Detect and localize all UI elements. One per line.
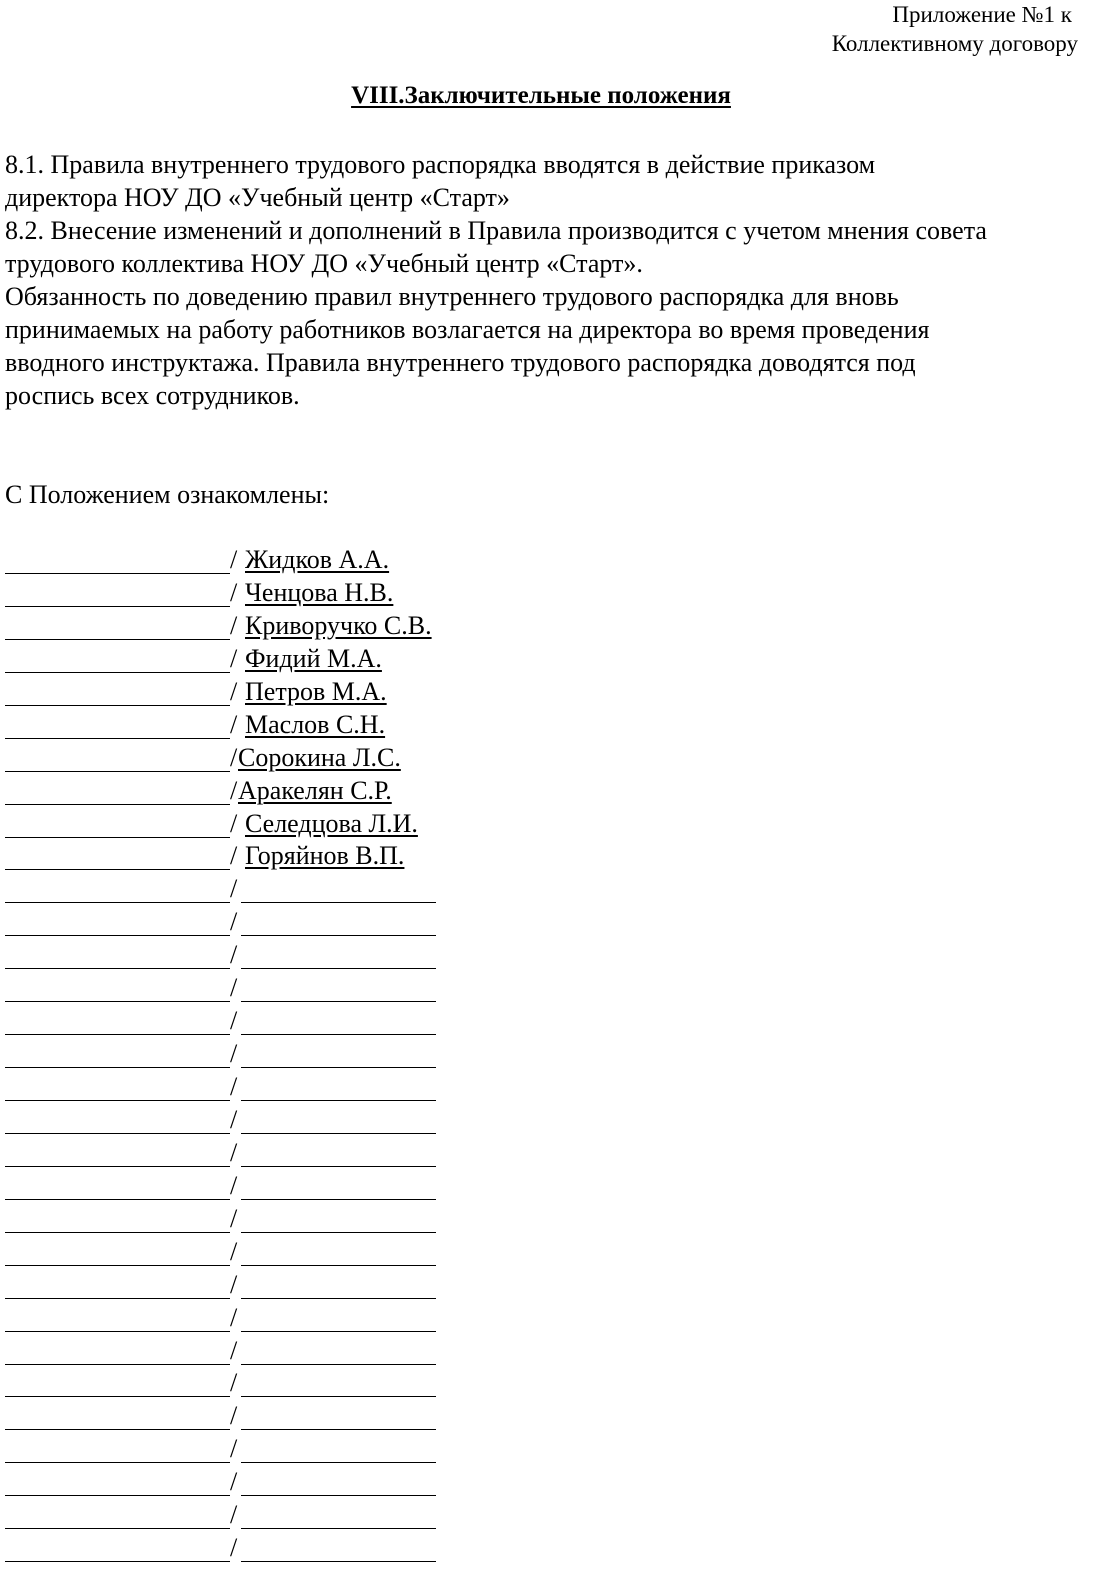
signature-separator: / bbox=[230, 907, 238, 937]
name-blank-line bbox=[241, 1067, 436, 1068]
signature-line bbox=[5, 1199, 230, 1200]
signatory-name: Маслов С.Н. bbox=[245, 709, 386, 739]
name-blank-line bbox=[241, 1133, 436, 1134]
body-line: 8.1. Правила внутреннего трудового распорядка вводятся в действие приказом bbox=[5, 150, 876, 179]
name-blank-line bbox=[241, 968, 436, 969]
name-blank-line bbox=[241, 1265, 436, 1266]
signature-line bbox=[5, 1396, 230, 1397]
signature-separator: / bbox=[230, 676, 238, 706]
signature-separator: / bbox=[230, 1072, 238, 1101]
signature-line bbox=[5, 672, 230, 673]
signature-separator: / bbox=[230, 808, 238, 838]
body-line: 8.2. Внесение изменений и дополнений в Правила производится с учетом мнения совета bbox=[5, 216, 987, 245]
section-body bbox=[5, 148, 1090, 412]
body-line: Обязанность по доведению правил внутреннего трудового распорядка для вновь bbox=[5, 282, 899, 311]
body-line: трудового коллектива НОУ ДО «Учебный центр «Старт». bbox=[5, 249, 643, 278]
signature-line bbox=[5, 837, 230, 838]
signatory-name: Ченцова Н.В. bbox=[245, 577, 394, 607]
signature-line bbox=[5, 573, 230, 574]
name-blank-line bbox=[241, 1396, 436, 1397]
name-blank-line bbox=[241, 1462, 436, 1463]
signature-line bbox=[5, 639, 230, 640]
signature-separator: / bbox=[230, 1039, 238, 1069]
signatory-name: Горяйнов В.П. bbox=[245, 841, 405, 871]
signature-line bbox=[5, 869, 230, 870]
signature-separator: / bbox=[230, 1104, 238, 1134]
name-blank-line bbox=[241, 1495, 436, 1496]
signature-separator: / bbox=[230, 709, 238, 739]
signature-line bbox=[5, 705, 230, 706]
signature-line bbox=[5, 902, 230, 903]
signature-separator: / bbox=[230, 775, 238, 805]
signature-line bbox=[5, 1166, 230, 1167]
signature-separator: / bbox=[230, 1368, 238, 1398]
signature-separator: / bbox=[230, 577, 238, 607]
name-blank-line bbox=[241, 1364, 436, 1365]
signature-separator: / bbox=[230, 1302, 238, 1332]
signature-line bbox=[5, 1561, 230, 1562]
signature-separator: / bbox=[230, 940, 238, 970]
acknowledgement-label: С Положением ознакомлены: bbox=[5, 480, 330, 509]
signatory-name: Жидков А.А. bbox=[245, 545, 390, 574]
signature-separator: / bbox=[230, 1236, 238, 1266]
signatory-name: Фидий М.А. bbox=[245, 643, 382, 673]
appendix-line-1: Приложение №1 к bbox=[892, 2, 1072, 27]
signature-line bbox=[5, 1364, 230, 1365]
signature-line bbox=[5, 606, 230, 607]
body-line: принимаемых на работу работников возлагается на директора во время проведения bbox=[5, 315, 930, 344]
name-blank-line bbox=[241, 935, 436, 936]
signature-separator: / bbox=[230, 1269, 238, 1299]
name-blank-line bbox=[241, 1298, 436, 1299]
name-blank-line bbox=[241, 1429, 436, 1430]
name-blank-line bbox=[241, 1232, 436, 1233]
signature-line bbox=[5, 968, 230, 969]
signature-line bbox=[5, 1034, 230, 1035]
signature-separator: / bbox=[230, 1203, 238, 1233]
signatory-name: Петров М.А. bbox=[245, 676, 387, 706]
signature-separator: / bbox=[230, 1170, 238, 1200]
appendix-line-2: Коллективному договору bbox=[831, 31, 1078, 56]
name-blank-line bbox=[241, 1001, 436, 1002]
signature-line bbox=[5, 1429, 230, 1430]
signature-line bbox=[5, 1100, 230, 1101]
signatory-name: Аракелян С.Р. bbox=[238, 775, 392, 805]
signature-separator: / bbox=[230, 1434, 238, 1464]
signature-separator: / bbox=[230, 874, 238, 904]
signature-separator: / bbox=[230, 742, 238, 772]
name-blank-line bbox=[241, 1100, 436, 1101]
signatory-name: Селедцова Л.И. bbox=[245, 808, 418, 838]
body-line: роспись всех сотрудников. bbox=[5, 381, 300, 410]
signature-separator: / bbox=[230, 545, 238, 574]
signature-separator: / bbox=[230, 1006, 238, 1036]
signature-line bbox=[5, 1001, 230, 1002]
signature-line bbox=[5, 804, 230, 805]
signature-line bbox=[5, 1298, 230, 1299]
name-blank-line bbox=[241, 1561, 436, 1562]
signature-line bbox=[5, 1495, 230, 1496]
signature-separator: / bbox=[230, 1401, 238, 1431]
name-blank-line bbox=[241, 1199, 436, 1200]
section-title: VIII.Заключительные положения bbox=[351, 82, 731, 109]
signature-separator: / bbox=[230, 1335, 238, 1365]
name-blank-line bbox=[241, 1528, 436, 1529]
appendix-reference bbox=[832, 0, 1078, 58]
name-blank-line bbox=[241, 902, 436, 903]
signature-separator: / bbox=[230, 1500, 238, 1530]
signature-line bbox=[5, 1067, 230, 1068]
name-blank-line bbox=[241, 1166, 436, 1167]
name-blank-line bbox=[241, 1034, 436, 1035]
signature-separator: / bbox=[230, 1533, 238, 1563]
signature-line bbox=[5, 1133, 230, 1134]
signature-separator: / bbox=[230, 973, 238, 1003]
body-line: вводного инструктажа. Правила внутреннего трудового распорядка доводятся под bbox=[5, 348, 916, 377]
signature-separator: / bbox=[230, 1467, 238, 1497]
signature-line bbox=[5, 935, 230, 936]
signature-line bbox=[5, 1331, 230, 1332]
signature-line bbox=[5, 738, 230, 739]
signature-line bbox=[5, 771, 230, 772]
signature-line bbox=[5, 1265, 230, 1266]
signature-separator: / bbox=[230, 610, 238, 640]
name-blank-line bbox=[241, 1331, 436, 1332]
signature-line bbox=[5, 1232, 230, 1233]
signature-separator: / bbox=[230, 1137, 238, 1167]
signature-separator: / bbox=[230, 841, 238, 871]
signature-line bbox=[5, 1462, 230, 1463]
signature-separator: / bbox=[230, 643, 238, 673]
signatory-name: Криворучко С.В. bbox=[245, 610, 432, 640]
body-line: директора НОУ ДО «Учебный центр «Старт» bbox=[5, 183, 510, 212]
signature-line bbox=[5, 1528, 230, 1529]
signatory-name: Сорокина Л.С. bbox=[238, 742, 401, 772]
